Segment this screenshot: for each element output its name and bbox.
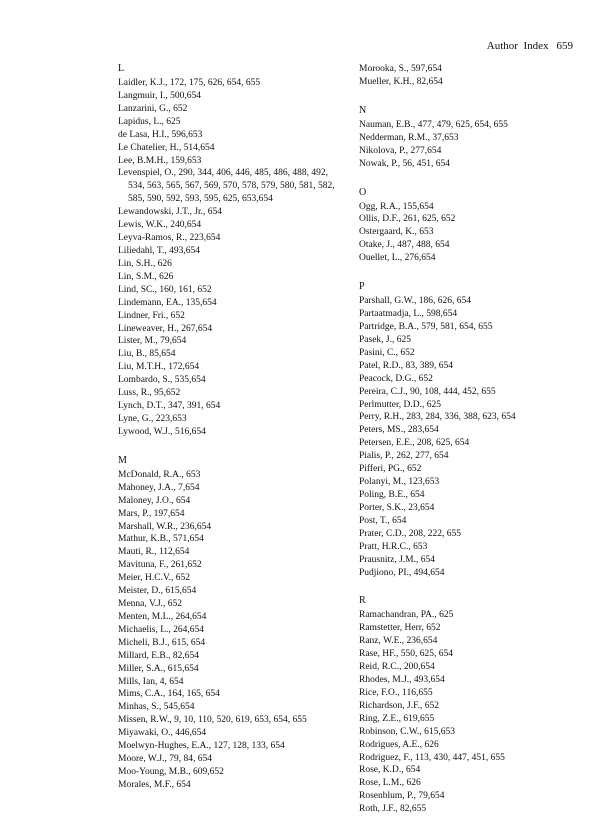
index-entry: Perlmutter, D.D., 625 <box>359 399 441 410</box>
index-entry: Nowak, P., 56, 451, 654 <box>359 158 451 169</box>
index-entry: Liu, B., 85,654 <box>118 349 176 360</box>
index-entry: Mills, Ian, 4, 654 <box>118 676 184 687</box>
index-entry: Lapidus, L., 625 <box>118 116 181 127</box>
index-group <box>118 455 346 792</box>
running-header <box>487 40 573 52</box>
index-entry: Meier, H.C.V., 652 <box>118 573 191 584</box>
index-entry: Richardson, J.F., 652 <box>359 700 439 711</box>
page-number: 659 <box>556 40 573 52</box>
index-entry: Laidler, K.J., 172, 175, 626, 654, 655 <box>118 78 261 88</box>
index-entry: Maloney, J.O., 654 <box>118 495 191 506</box>
index-entry: Ramachandran, PA., 625 <box>359 610 454 621</box>
index-entry: Perry, R.H., 283, 284, 336, 388, 623, 654 <box>359 412 516 423</box>
index-entry: Langmuir, I., 500,654 <box>118 90 201 101</box>
index-entry: Roth, J.F., 82,655 <box>359 804 427 815</box>
index-entry: Post, T., 654 <box>359 515 407 526</box>
index-entry: Morooka, S., 597,654 <box>359 64 442 74</box>
index-entry: Pratt, H.R.C., 653 <box>359 541 428 552</box>
index-entry: Mavituna, F., 261,652 <box>118 560 202 571</box>
index-entry: Moelwyn-Hughes, E.A., 127, 128, 133, 654 <box>118 741 285 752</box>
index-entry: Prater, C.D., 208, 222, 655 <box>359 528 461 539</box>
index-entry: Polanyi, M., 123,653 <box>359 477 440 488</box>
index-entry: Moo-Young, M.B., 609,652 <box>118 767 224 778</box>
index-entry: Lineweaver, H., 267,654 <box>118 323 213 334</box>
index-group <box>359 105 584 171</box>
index-entry: Lin, S.M., 626 <box>118 271 174 282</box>
index-entry: Lee, B.M.H., 159,653 <box>118 155 202 166</box>
index-entry: Nedderman, R.M., 37,653 <box>359 132 459 143</box>
index-entry: Luss, R., 95,652 <box>118 388 181 399</box>
index-entry: Lywood, W.J., 516,654 <box>118 426 206 437</box>
index-entry: Reid, R.C., 200,654 <box>359 662 435 673</box>
index-entry: Pifferi, PG., 652 <box>359 464 422 475</box>
index-entry: Le Chatelier, H., 514,654 <box>118 142 215 153</box>
index-entry: Pialis, P., 262, 277, 654 <box>359 451 449 462</box>
index-entry: Ouellet, L., 276,654 <box>359 253 436 264</box>
index-entry: Parshall, G.W., 186, 626, 654 <box>359 296 472 307</box>
index-entry: Leyva-Ramos, R., 223,654 <box>118 233 221 244</box>
index-entry: Menna, V.J., 652 <box>118 599 183 610</box>
index-entry: Meister, D., 615,654 <box>118 586 197 597</box>
index-entry: Levenspiel, O., 290, 344, 406, 446, 485, 486, 488, 492, 534, 563, 565, 567, 569, 570, 578, 579, 580, 581, 582, 585, 590, 592, 593, 595, 625, 653,654 <box>118 168 335 205</box>
index-entry: Mauti, R., 112,654 <box>118 547 190 558</box>
index-entry: Mueller, K.H., 82,654 <box>359 76 443 87</box>
index-group <box>359 187 584 266</box>
index-entry: Peters, MS., 283,654 <box>359 425 439 436</box>
index-entry: Pudjiono, PI., 494,654 <box>359 567 445 578</box>
index-entry: Menten, M.L., 264,654 <box>118 611 207 622</box>
index-entry: Ranz, W.E., 236,654 <box>359 636 438 647</box>
index-entry: Ramstetter, Herr, 652 <box>359 623 441 634</box>
index-entry: Petersen, E.E., 208, 625, 654 <box>359 438 470 449</box>
index-entry: Marshall, W.R., 236,654 <box>118 521 212 532</box>
index-entry: Rose, L.M., 626 <box>359 778 421 789</box>
right-column <box>359 63 584 832</box>
index-entry: Robinson, C.W., 615,653 <box>359 726 455 737</box>
index-entry: Lombardo, S., 535,654 <box>118 375 206 386</box>
index-entry: Otake, J., 487, 488, 654 <box>359 240 450 251</box>
index-entry: Ring, Z.E., 619,655 <box>359 713 435 724</box>
index-entry: Miller, S.A., 615,654 <box>118 663 199 674</box>
index-entry: Lewis, W.K., 240,654 <box>118 220 202 231</box>
index-entry: Mims, C.A., 164, 165, 654 <box>118 689 220 700</box>
section-letter: L <box>118 63 125 74</box>
index-entry: Liliedahl, T., 493,654 <box>118 245 200 256</box>
section-letter: N <box>359 104 367 116</box>
index-entry: Mathur, K.B., 571,654 <box>118 534 204 545</box>
index-entry: McDonald, R.A., 653 <box>118 469 201 480</box>
index-group <box>359 281 584 579</box>
index-entry: Missen, R.W., 9, 10, 110, 520, 619, 653, 654, 655 <box>118 715 307 726</box>
index-entry: de Lasa, H.I., 596,653 <box>118 129 203 140</box>
index-entry: Rice, F.O., 116,655 <box>359 687 433 698</box>
index-entry: Lynch, D.T., 347, 391, 654 <box>118 401 221 412</box>
index-entry: Prausnitz, J.M., 654 <box>359 554 435 565</box>
index-entry: Rosenblum, P., 79,654 <box>359 791 445 802</box>
index-entry: Ollis, D.F., 261, 625, 652 <box>359 214 456 225</box>
index-entry: Pereira, C.J., 90, 108, 444, 452, 655 <box>359 386 496 397</box>
index-entry: Mars, P., 197,654 <box>118 508 185 519</box>
index-entry: Rodrigues, A.E., 626 <box>359 739 439 750</box>
index-entry: Miyawaki, O., 446,654 <box>118 728 207 739</box>
index-entry: Lewandowski, J.T., Jr., 654 <box>118 207 223 218</box>
index-group <box>359 595 584 816</box>
index-entry: Rase, HF., 550, 625, 654 <box>359 649 453 660</box>
index-entry: Poling, B.E., 654 <box>359 489 425 500</box>
index-entry: Partridge, B.A., 579, 581, 654, 655 <box>359 321 493 332</box>
index-entry: Peacock, D.G., 652 <box>359 373 433 384</box>
section-letter: R <box>359 595 366 607</box>
index-entry: Morales, M.F., 654 <box>118 779 191 790</box>
index-entry: Moore, W.J., 79, 84, 654 <box>118 754 212 765</box>
index-group <box>359 63 584 89</box>
index-entry: Ostergaard, K., 653 <box>359 227 434 238</box>
index-entry: Lind, SC., 160, 161, 652 <box>118 284 212 295</box>
section-letter: O <box>359 186 367 198</box>
index-entry: Millard, E.B., 82,654 <box>118 650 200 661</box>
header-title: Author Index <box>486 40 549 52</box>
index-entry: Minhas, S., 545,654 <box>118 702 195 713</box>
index-entry: Mahoney, J.A., 7,654 <box>118 482 200 493</box>
index-entry: Pasini, C., 652 <box>359 347 415 358</box>
index-entry: Lister, M., 79,654 <box>118 336 187 347</box>
left-column <box>118 63 346 808</box>
index-entry: Pasek, J., 625 <box>359 334 411 345</box>
section-letter: P <box>359 281 365 293</box>
index-entry: Nauman, E.B., 477, 479, 625, 654, 655 <box>359 119 508 130</box>
index-group <box>118 63 346 439</box>
index-entry: Rodriguez, F., 113, 430, 447, 451, 655 <box>359 752 505 763</box>
section-letter: M <box>118 454 127 466</box>
index-entry: Michaelis, L., 264,654 <box>118 624 205 635</box>
index-entry: Rose, K.D., 654 <box>359 765 421 776</box>
index-entry: Lin, S.H., 626 <box>118 258 172 269</box>
index-entry: Patel, R.D., 83, 389, 654 <box>359 360 453 371</box>
index-entry: Lyne, G., 223,653 <box>118 413 187 424</box>
index-entry: Lindner, Fri., 652 <box>118 310 185 321</box>
index-entry: Partaatmadja, L., 598,654 <box>359 309 458 320</box>
index-entry: Lanzarini, G., 652 <box>118 103 188 114</box>
index-entry: Liu, M.T.H., 172,654 <box>118 362 200 373</box>
index-entry: Lindemann, EA., 135,654 <box>118 297 217 308</box>
index-entry: Micheli, B.J., 615, 654 <box>118 637 206 648</box>
index-entry: Ogg, R.A., 155,654 <box>359 201 434 212</box>
index-entry: Nikolova, P., 277,654 <box>359 145 442 156</box>
index-entry: Porter, S.K., 23,654 <box>359 502 435 513</box>
index-entry: Rhodes, M.J., 493,654 <box>359 675 445 686</box>
